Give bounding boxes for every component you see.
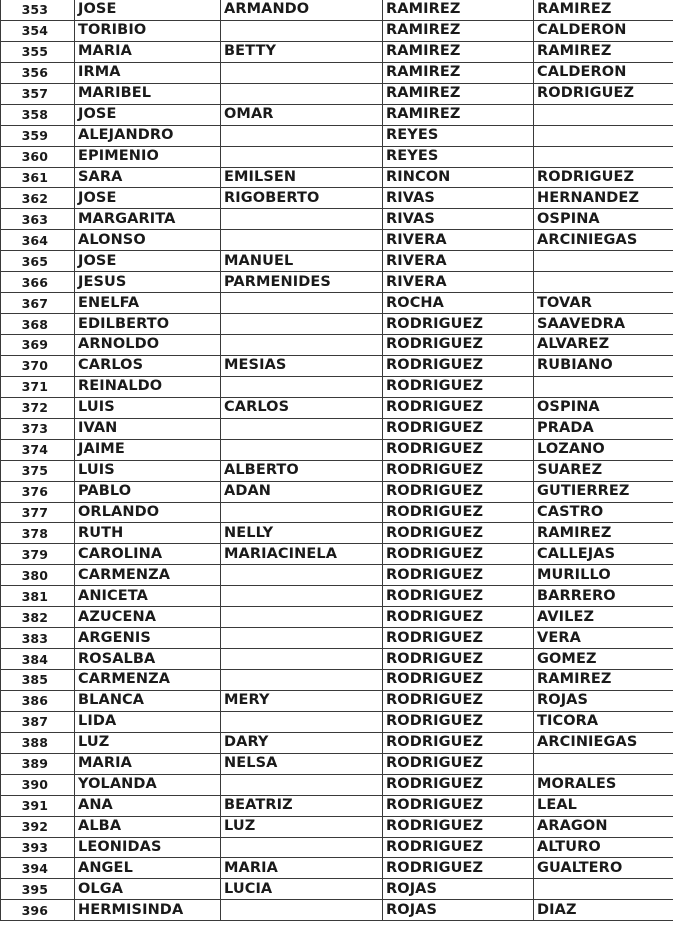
second-name-cell <box>221 418 383 439</box>
second-name-cell <box>221 125 383 146</box>
second-surname-cell: CALDERON <box>534 62 673 83</box>
table-row <box>1 188 673 209</box>
first-name-cell: MARIA <box>75 41 221 62</box>
second-surname-cell <box>534 879 673 900</box>
row-number-cell: 377 <box>1 502 75 523</box>
second-name-cell: CARLOS <box>221 397 383 418</box>
first-name-cell: ARGENIS <box>75 628 221 649</box>
second-surname-cell <box>534 104 673 125</box>
second-surname-cell: RAMIREZ <box>534 523 673 544</box>
table-row <box>1 774 673 795</box>
first-surname-cell: RODRIGUEZ <box>383 439 534 460</box>
first-name-cell: TORIBIO <box>75 20 221 41</box>
row-number-cell: 389 <box>1 753 75 774</box>
first-name-cell: ENELFA <box>75 293 221 314</box>
table-row <box>1 690 673 711</box>
second-surname-cell: RAMIREZ <box>534 0 673 20</box>
second-name-cell <box>221 335 383 356</box>
row-number-cell: 373 <box>1 418 75 439</box>
table-row <box>1 544 673 565</box>
table-row <box>1 565 673 586</box>
table-row <box>1 711 673 732</box>
table-row <box>1 41 673 62</box>
table-row <box>1 20 673 41</box>
row-number-cell: 372 <box>1 397 75 418</box>
second-name-cell: ADAN <box>221 481 383 502</box>
first-surname-cell: RODRIGUEZ <box>383 314 534 335</box>
second-name-cell <box>221 649 383 670</box>
first-name-cell: OLGA <box>75 879 221 900</box>
first-name-cell: ALBA <box>75 816 221 837</box>
second-name-cell <box>221 837 383 858</box>
table-row <box>1 460 673 481</box>
first-surname-cell: RAMIREZ <box>383 20 534 41</box>
first-name-cell: PABLO <box>75 481 221 502</box>
table-row <box>1 586 673 607</box>
row-number-cell: 357 <box>1 83 75 104</box>
first-name-cell: AZUCENA <box>75 607 221 628</box>
second-name-cell <box>221 565 383 586</box>
first-surname-cell: RAMIREZ <box>383 104 534 125</box>
first-surname-cell: RIVAS <box>383 209 534 230</box>
first-name-cell: SARA <box>75 167 221 188</box>
first-surname-cell: RODRIGUEZ <box>383 418 534 439</box>
second-surname-cell: CALLEJAS <box>534 544 673 565</box>
first-name-cell: LEONIDAS <box>75 837 221 858</box>
second-name-cell <box>221 230 383 251</box>
second-name-cell: MARIACINELA <box>221 544 383 565</box>
first-name-cell: REINALDO <box>75 376 221 397</box>
first-surname-cell: RODRIGUEZ <box>383 649 534 670</box>
table-row <box>1 230 673 251</box>
table-row <box>1 167 673 188</box>
row-number-cell: 396 <box>1 900 75 921</box>
first-surname-cell: REYES <box>383 146 534 167</box>
first-name-cell: CARLOS <box>75 355 221 376</box>
second-surname-cell: ARCINIEGAS <box>534 732 673 753</box>
table-row <box>1 146 673 167</box>
row-number-cell: 370 <box>1 355 75 376</box>
row-number-cell: 366 <box>1 272 75 293</box>
first-surname-cell: RIVERA <box>383 272 534 293</box>
table-row <box>1 649 673 670</box>
table-row <box>1 209 673 230</box>
first-name-cell: ROSALBA <box>75 649 221 670</box>
row-number-cell: 365 <box>1 251 75 272</box>
table-row <box>1 439 673 460</box>
table-row <box>1 418 673 439</box>
second-surname-cell: ARCINIEGAS <box>534 230 673 251</box>
row-number-cell: 363 <box>1 209 75 230</box>
first-surname-cell: RIVERA <box>383 230 534 251</box>
first-surname-cell: REYES <box>383 125 534 146</box>
second-name-cell: LUCIA <box>221 879 383 900</box>
first-name-cell: ORLANDO <box>75 502 221 523</box>
row-number-cell: 375 <box>1 460 75 481</box>
second-surname-cell: SUAREZ <box>534 460 673 481</box>
first-name-cell: MARIA <box>75 753 221 774</box>
table-row <box>1 125 673 146</box>
second-surname-cell: TOVAR <box>534 293 673 314</box>
first-name-cell: EDILBERTO <box>75 314 221 335</box>
first-surname-cell: ROJAS <box>383 900 534 921</box>
first-surname-cell: RODRIGUEZ <box>383 544 534 565</box>
second-name-cell: OMAR <box>221 104 383 125</box>
first-surname-cell: RODRIGUEZ <box>383 753 534 774</box>
first-name-cell: MARGARITA <box>75 209 221 230</box>
second-surname-cell: HERNANDEZ <box>534 188 673 209</box>
row-number-cell: 369 <box>1 335 75 356</box>
table-row <box>1 900 673 921</box>
row-number-cell: 395 <box>1 879 75 900</box>
table-row <box>1 732 673 753</box>
row-number-cell: 355 <box>1 41 75 62</box>
row-number-cell: 392 <box>1 816 75 837</box>
first-surname-cell: RODRIGUEZ <box>383 690 534 711</box>
table-row <box>1 293 673 314</box>
second-name-cell <box>221 502 383 523</box>
table-row <box>1 62 673 83</box>
second-name-cell: ARMANDO <box>221 0 383 20</box>
row-number-cell: 358 <box>1 104 75 125</box>
first-name-cell: IRMA <box>75 62 221 83</box>
first-surname-cell: RAMIREZ <box>383 41 534 62</box>
second-surname-cell <box>534 753 673 774</box>
row-number-cell: 387 <box>1 711 75 732</box>
table-row <box>1 397 673 418</box>
first-name-cell: JOSE <box>75 251 221 272</box>
first-surname-cell: RODRIGUEZ <box>383 837 534 858</box>
table-row <box>1 355 673 376</box>
first-surname-cell: RODRIGUEZ <box>383 607 534 628</box>
second-name-cell <box>221 439 383 460</box>
second-name-cell: ALBERTO <box>221 460 383 481</box>
first-name-cell: CARMENZA <box>75 565 221 586</box>
table-row <box>1 816 673 837</box>
row-number-cell: 386 <box>1 690 75 711</box>
row-number-cell: 378 <box>1 523 75 544</box>
first-name-cell: ANGEL <box>75 858 221 879</box>
first-name-cell: JOSE <box>75 188 221 209</box>
first-surname-cell: RODRIGUEZ <box>383 355 534 376</box>
first-surname-cell: ROJAS <box>383 879 534 900</box>
second-surname-cell: RAMIREZ <box>534 670 673 691</box>
table-row <box>1 251 673 272</box>
first-name-cell: RUTH <box>75 523 221 544</box>
second-name-cell <box>221 628 383 649</box>
second-surname-cell: DIAZ <box>534 900 673 921</box>
second-surname-cell: CALDERON <box>534 20 673 41</box>
first-surname-cell: ROCHA <box>383 293 534 314</box>
row-number-cell: 382 <box>1 607 75 628</box>
row-number-cell: 359 <box>1 125 75 146</box>
second-name-cell: BETTY <box>221 41 383 62</box>
second-name-cell <box>221 20 383 41</box>
table-row <box>1 104 673 125</box>
second-name-cell: DARY <box>221 732 383 753</box>
second-surname-cell <box>534 125 673 146</box>
first-name-cell: HERMISINDA <box>75 900 221 921</box>
first-surname-cell: RODRIGUEZ <box>383 481 534 502</box>
row-number-cell: 384 <box>1 649 75 670</box>
second-name-cell: LUZ <box>221 816 383 837</box>
row-number-cell: 381 <box>1 586 75 607</box>
second-name-cell: PARMENIDES <box>221 272 383 293</box>
table-row <box>1 628 673 649</box>
second-surname-cell: ALTURO <box>534 837 673 858</box>
second-surname-cell: OSPINA <box>534 397 673 418</box>
row-number-cell: 380 <box>1 565 75 586</box>
first-surname-cell: RODRIGUEZ <box>383 335 534 356</box>
first-surname-cell: RODRIGUEZ <box>383 628 534 649</box>
row-number-cell: 367 <box>1 293 75 314</box>
table-row <box>1 858 673 879</box>
table-row <box>1 795 673 816</box>
first-surname-cell: RODRIGUEZ <box>383 795 534 816</box>
first-name-cell: EPIMENIO <box>75 146 221 167</box>
first-surname-cell: RODRIGUEZ <box>383 858 534 879</box>
first-name-cell: YOLANDA <box>75 774 221 795</box>
second-surname-cell: RAMIREZ <box>534 41 673 62</box>
first-surname-cell: RODRIGUEZ <box>383 670 534 691</box>
second-surname-cell: BARRERO <box>534 586 673 607</box>
first-name-cell: CAROLINA <box>75 544 221 565</box>
row-number-cell: 379 <box>1 544 75 565</box>
second-surname-cell: MORALES <box>534 774 673 795</box>
second-surname-cell: ROJAS <box>534 690 673 711</box>
row-number-cell: 368 <box>1 314 75 335</box>
second-surname-cell: MURILLO <box>534 565 673 586</box>
first-surname-cell: RIVAS <box>383 188 534 209</box>
row-number-cell: 394 <box>1 858 75 879</box>
first-name-cell: LUIS <box>75 397 221 418</box>
row-number-cell: 364 <box>1 230 75 251</box>
second-surname-cell: GUTIERREZ <box>534 481 673 502</box>
second-surname-cell: VERA <box>534 628 673 649</box>
second-name-cell: MERY <box>221 690 383 711</box>
first-surname-cell: RODRIGUEZ <box>383 565 534 586</box>
table-row <box>1 879 673 900</box>
second-name-cell <box>221 146 383 167</box>
row-number-cell: 360 <box>1 146 75 167</box>
table-row <box>1 83 673 104</box>
first-surname-cell: RAMIREZ <box>383 83 534 104</box>
table-row <box>1 314 673 335</box>
first-name-cell: ANICETA <box>75 586 221 607</box>
table-row <box>1 523 673 544</box>
row-number-cell: 374 <box>1 439 75 460</box>
first-surname-cell: RODRIGUEZ <box>383 523 534 544</box>
first-surname-cell: RODRIGUEZ <box>383 774 534 795</box>
row-number-cell: 391 <box>1 795 75 816</box>
second-name-cell <box>221 209 383 230</box>
row-number-cell: 390 <box>1 774 75 795</box>
second-name-cell <box>221 376 383 397</box>
row-number-cell: 371 <box>1 376 75 397</box>
second-name-cell: RIGOBERTO <box>221 188 383 209</box>
table-row <box>1 670 673 691</box>
first-surname-cell: RODRIGUEZ <box>383 711 534 732</box>
second-name-cell <box>221 670 383 691</box>
second-surname-cell <box>534 376 673 397</box>
second-name-cell <box>221 62 383 83</box>
table-body <box>1 0 673 921</box>
second-name-cell <box>221 314 383 335</box>
second-surname-cell: CASTRO <box>534 502 673 523</box>
first-surname-cell: RAMIREZ <box>383 0 534 20</box>
first-name-cell: JOSE <box>75 0 221 20</box>
first-name-cell: ANA <box>75 795 221 816</box>
second-surname-cell: GUALTERO <box>534 858 673 879</box>
table-row <box>1 607 673 628</box>
table-row <box>1 481 673 502</box>
second-name-cell <box>221 83 383 104</box>
row-number-cell: 361 <box>1 167 75 188</box>
first-surname-cell: RIVERA <box>383 251 534 272</box>
row-number-cell: 388 <box>1 732 75 753</box>
second-surname-cell: OSPINA <box>534 209 673 230</box>
table-row <box>1 502 673 523</box>
first-surname-cell: RODRIGUEZ <box>383 816 534 837</box>
row-number-cell: 362 <box>1 188 75 209</box>
first-name-cell: JAIME <box>75 439 221 460</box>
second-surname-cell: RODRIGUEZ <box>534 167 673 188</box>
table-row <box>1 837 673 858</box>
second-name-cell <box>221 293 383 314</box>
table-row <box>1 335 673 356</box>
first-surname-cell: RODRIGUEZ <box>383 502 534 523</box>
second-name-cell: EMILSEN <box>221 167 383 188</box>
second-name-cell: NELLY <box>221 523 383 544</box>
first-name-cell: IVAN <box>75 418 221 439</box>
first-name-cell: CARMENZA <box>75 670 221 691</box>
table-row <box>1 272 673 293</box>
row-number-cell: 383 <box>1 628 75 649</box>
table-row <box>1 753 673 774</box>
row-number-cell: 393 <box>1 837 75 858</box>
first-name-cell: LUZ <box>75 732 221 753</box>
second-surname-cell: AVILEZ <box>534 607 673 628</box>
second-name-cell <box>221 774 383 795</box>
first-surname-cell: RODRIGUEZ <box>383 397 534 418</box>
second-surname-cell: PRADA <box>534 418 673 439</box>
second-name-cell: MANUEL <box>221 251 383 272</box>
row-number-cell: 385 <box>1 670 75 691</box>
first-name-cell: ALONSO <box>75 230 221 251</box>
second-surname-cell <box>534 251 673 272</box>
second-surname-cell: ALVAREZ <box>534 335 673 356</box>
first-surname-cell: RODRIGUEZ <box>383 732 534 753</box>
second-surname-cell: TICORA <box>534 711 673 732</box>
second-name-cell: NELSA <box>221 753 383 774</box>
second-name-cell <box>221 900 383 921</box>
table-row <box>1 376 673 397</box>
second-surname-cell <box>534 272 673 293</box>
first-surname-cell: RAMIREZ <box>383 62 534 83</box>
second-surname-cell: GOMEZ <box>534 649 673 670</box>
second-name-cell: MARIA <box>221 858 383 879</box>
first-name-cell: LUIS <box>75 460 221 481</box>
second-surname-cell: SAAVEDRA <box>534 314 673 335</box>
second-name-cell <box>221 586 383 607</box>
second-surname-cell: RUBIANO <box>534 355 673 376</box>
second-name-cell: BEATRIZ <box>221 795 383 816</box>
first-name-cell: LIDA <box>75 711 221 732</box>
first-surname-cell: RODRIGUEZ <box>383 460 534 481</box>
first-name-cell: ALEJANDRO <box>75 125 221 146</box>
second-surname-cell: ARAGON <box>534 816 673 837</box>
second-name-cell <box>221 711 383 732</box>
second-name-cell <box>221 607 383 628</box>
second-name-cell: MESIAS <box>221 355 383 376</box>
second-surname-cell: LEAL <box>534 795 673 816</box>
row-number-cell: 353 <box>1 0 75 20</box>
first-surname-cell: RODRIGUEZ <box>383 376 534 397</box>
row-number-cell: 356 <box>1 62 75 83</box>
second-surname-cell: RODRIGUEZ <box>534 83 673 104</box>
first-surname-cell: RODRIGUEZ <box>383 586 534 607</box>
first-name-cell: BLANCA <box>75 690 221 711</box>
row-number-cell: 376 <box>1 481 75 502</box>
first-name-cell: ARNOLDO <box>75 335 221 356</box>
first-name-cell: MARIBEL <box>75 83 221 104</box>
first-name-cell: JOSE <box>75 104 221 125</box>
table-row <box>1 0 673 20</box>
first-surname-cell: RINCON <box>383 167 534 188</box>
second-surname-cell: LOZANO <box>534 439 673 460</box>
second-surname-cell <box>534 146 673 167</box>
row-number-cell: 354 <box>1 20 75 41</box>
first-name-cell: JESUS <box>75 272 221 293</box>
